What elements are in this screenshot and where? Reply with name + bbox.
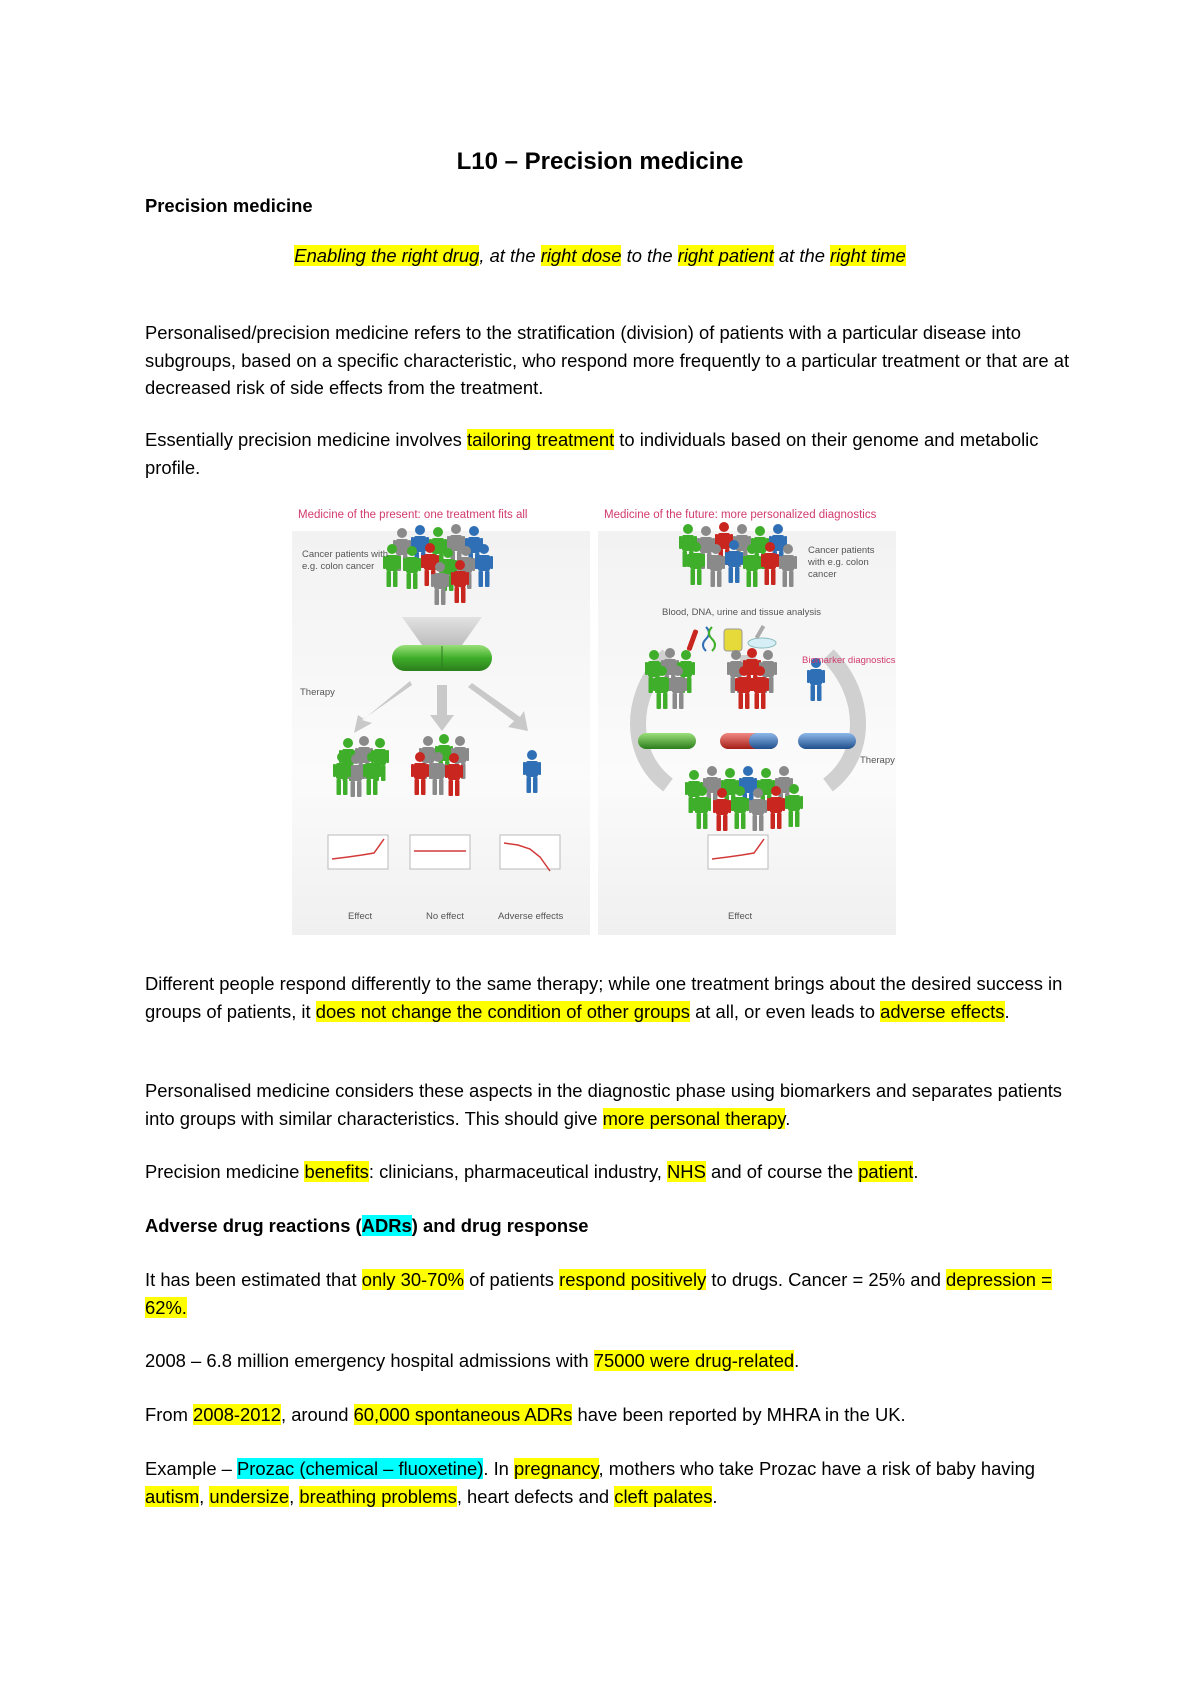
label-cancer-patients-right: Cancer patients with e.g. colon cancer (808, 545, 875, 580)
arrow-middle (430, 685, 454, 731)
highlight-drug-related: 75000 were drug-related (593, 1350, 795, 1371)
text: , mothers who take Prozac have a risk of baby having (598, 1458, 1036, 1479)
tagline-right-drug: Enabling the right drug (294, 245, 480, 266)
paragraph-benefits (145, 1158, 1070, 1186)
highlight-no-change: does not change the condition of other groups (315, 1000, 690, 1022)
highlight-30-70: only 30-70% (361, 1269, 464, 1290)
text: Precision medicine (145, 1161, 305, 1182)
text: From (145, 1404, 194, 1425)
text: , around (280, 1404, 354, 1425)
text: , (289, 1485, 300, 1507)
patient-group-adverse (523, 750, 541, 793)
paragraph-mhra (145, 1401, 1070, 1429)
section-heading-precision-medicine: Precision medicine (145, 195, 313, 216)
text: . (913, 1161, 919, 1182)
arrow-down (402, 617, 482, 645)
highlight-tailoring-treatment: tailoring treatment (466, 429, 615, 450)
pill-red-right (720, 733, 778, 749)
highlight-60000-adrs: 60,000 spontaneous ADRs (353, 1404, 573, 1425)
tagline (0, 242, 1200, 270)
highlight-depression: depression = 62%. (145, 1269, 1052, 1318)
chart-effect (328, 835, 388, 869)
label-analysis: Blood, DNA, urine and tissue analysis (662, 607, 821, 618)
figure-panel-present (292, 505, 590, 935)
highlight-autism: autism (145, 1485, 200, 1507)
label-cancer-patients-left: Cancer patients with e.g. colon cancer (302, 549, 389, 572)
chart-effect-right (708, 835, 768, 869)
patient-group-left-top (383, 524, 493, 605)
arrow-right (468, 683, 528, 731)
text: . (1004, 1000, 1010, 1022)
section-heading-adrs (145, 1212, 1070, 1240)
pill-green (392, 645, 492, 671)
highlight-benefits: benefits (304, 1161, 369, 1182)
text: to drugs. Cancer = 25% and (706, 1269, 947, 1290)
chart-adverse (500, 835, 560, 871)
text: . (794, 1350, 800, 1371)
pill-blue-right (798, 733, 856, 749)
text: Example – (145, 1458, 237, 1479)
text: Essentially precision medicine involves (145, 429, 467, 450)
highlight-personal-therapy: more personal therapy (602, 1107, 786, 1129)
figure-right-title: Medicine of the future: more personalized diagnostics (604, 509, 877, 521)
label-therapy-right: Therapy (860, 755, 895, 766)
highlight-prozac: Prozac (chemical – fluoxetine) (237, 1458, 484, 1479)
text: ) and drug response (411, 1215, 589, 1236)
tagline-right-patient: right patient (677, 245, 774, 266)
highlight-cleft-palates: cleft palates (614, 1485, 713, 1507)
tagline-text: to the (621, 245, 678, 266)
paragraph-response-rate (145, 1266, 1070, 1321)
label-biomarker-diagnostics: Biomarker diagnostics (802, 655, 896, 666)
text: of patients (464, 1269, 560, 1290)
text: It has been estimated that (145, 1269, 362, 1290)
precision-medicine-figure (292, 505, 908, 935)
tagline-right-time: right time (830, 245, 906, 266)
page-title: L10 – Precision medicine (456, 148, 744, 175)
tagline-right-dose: right dose (540, 245, 622, 266)
text: Different people respond differently to the same therapy; while one treatment brings about the desired success in groups of patients, it (145, 973, 1063, 1022)
text: . (785, 1107, 791, 1129)
highlight-patient: patient (858, 1161, 914, 1182)
label-effect: Effect (348, 911, 373, 922)
paragraph-biomarkers (145, 1077, 1070, 1132)
highlight-adverse-effects: adverse effects (880, 1000, 1005, 1022)
highlight-respond-positively: respond positively (559, 1269, 707, 1290)
text: at all, or even leads to (689, 1000, 881, 1022)
highlight-breathing-problems: breathing problems (299, 1485, 457, 1507)
highlight-undersize: undersize (209, 1485, 290, 1507)
figure-panel-future (598, 505, 896, 935)
paragraph-tailoring (145, 426, 1070, 481)
text: . In (483, 1458, 515, 1479)
highlight-2008-2012: 2008-2012 (193, 1404, 281, 1425)
text: 2008 – 6.8 million emergency hospital admissions with (145, 1350, 594, 1371)
highlight-pregnancy: pregnancy (514, 1458, 599, 1479)
figure-left-title: Medicine of the present: one treatment fits all (298, 509, 528, 521)
label-therapy-left: Therapy (300, 687, 335, 698)
patient-group-no-effect (411, 734, 469, 796)
analysis-icons (686, 625, 776, 651)
cycle-arrow-right (828, 655, 858, 785)
text: , (199, 1485, 210, 1507)
tagline-text: at the (773, 245, 831, 266)
text: to individuals based on their genome and metabolic profile. (145, 429, 1039, 478)
tagline-text: , at the (479, 245, 541, 266)
arrow-left (354, 681, 412, 733)
patient-group-red (727, 648, 777, 709)
chart-no-effect (410, 835, 470, 869)
label-adverse-effects: Adverse effects (498, 911, 564, 922)
text: have been reported by MHRA in the UK. (572, 1404, 906, 1425)
text: Adverse drug reactions ( (145, 1215, 362, 1236)
text: : clinicians, pharmaceutical industry, (368, 1161, 668, 1182)
pill-green-right (638, 733, 696, 749)
paragraph-definition: Personalised/precision medicine refers to the stratification (division) of patients with a particular disease into subgroups, based on a specific characteristic, who respond more frequently to a particular treatment or that are at decreased risk of side effects from the treatment. (145, 322, 1070, 398)
patient-group-effect (333, 736, 389, 797)
patient-group-right-bottom (685, 766, 803, 831)
highlight-nhs: NHS (667, 1161, 706, 1182)
text: and of course the (705, 1161, 859, 1182)
patient-group-green (645, 648, 695, 709)
paragraph-prozac (145, 1455, 1070, 1510)
label-effect-right: Effect (728, 911, 753, 922)
text: Personalised medicine considers these aspects in the diagnostic phase using biomarkers and separates patients into groups with similar characteristics. This should give (145, 1080, 1062, 1129)
text: . (712, 1485, 718, 1507)
label-no-effect: No effect (426, 911, 464, 922)
paragraph-different-response (145, 970, 1070, 1025)
highlight-adrs: ADRs (361, 1215, 412, 1236)
text: , heart defects and (456, 1485, 615, 1507)
paragraph-admissions (145, 1347, 1070, 1375)
patient-group-right-top (679, 522, 797, 587)
